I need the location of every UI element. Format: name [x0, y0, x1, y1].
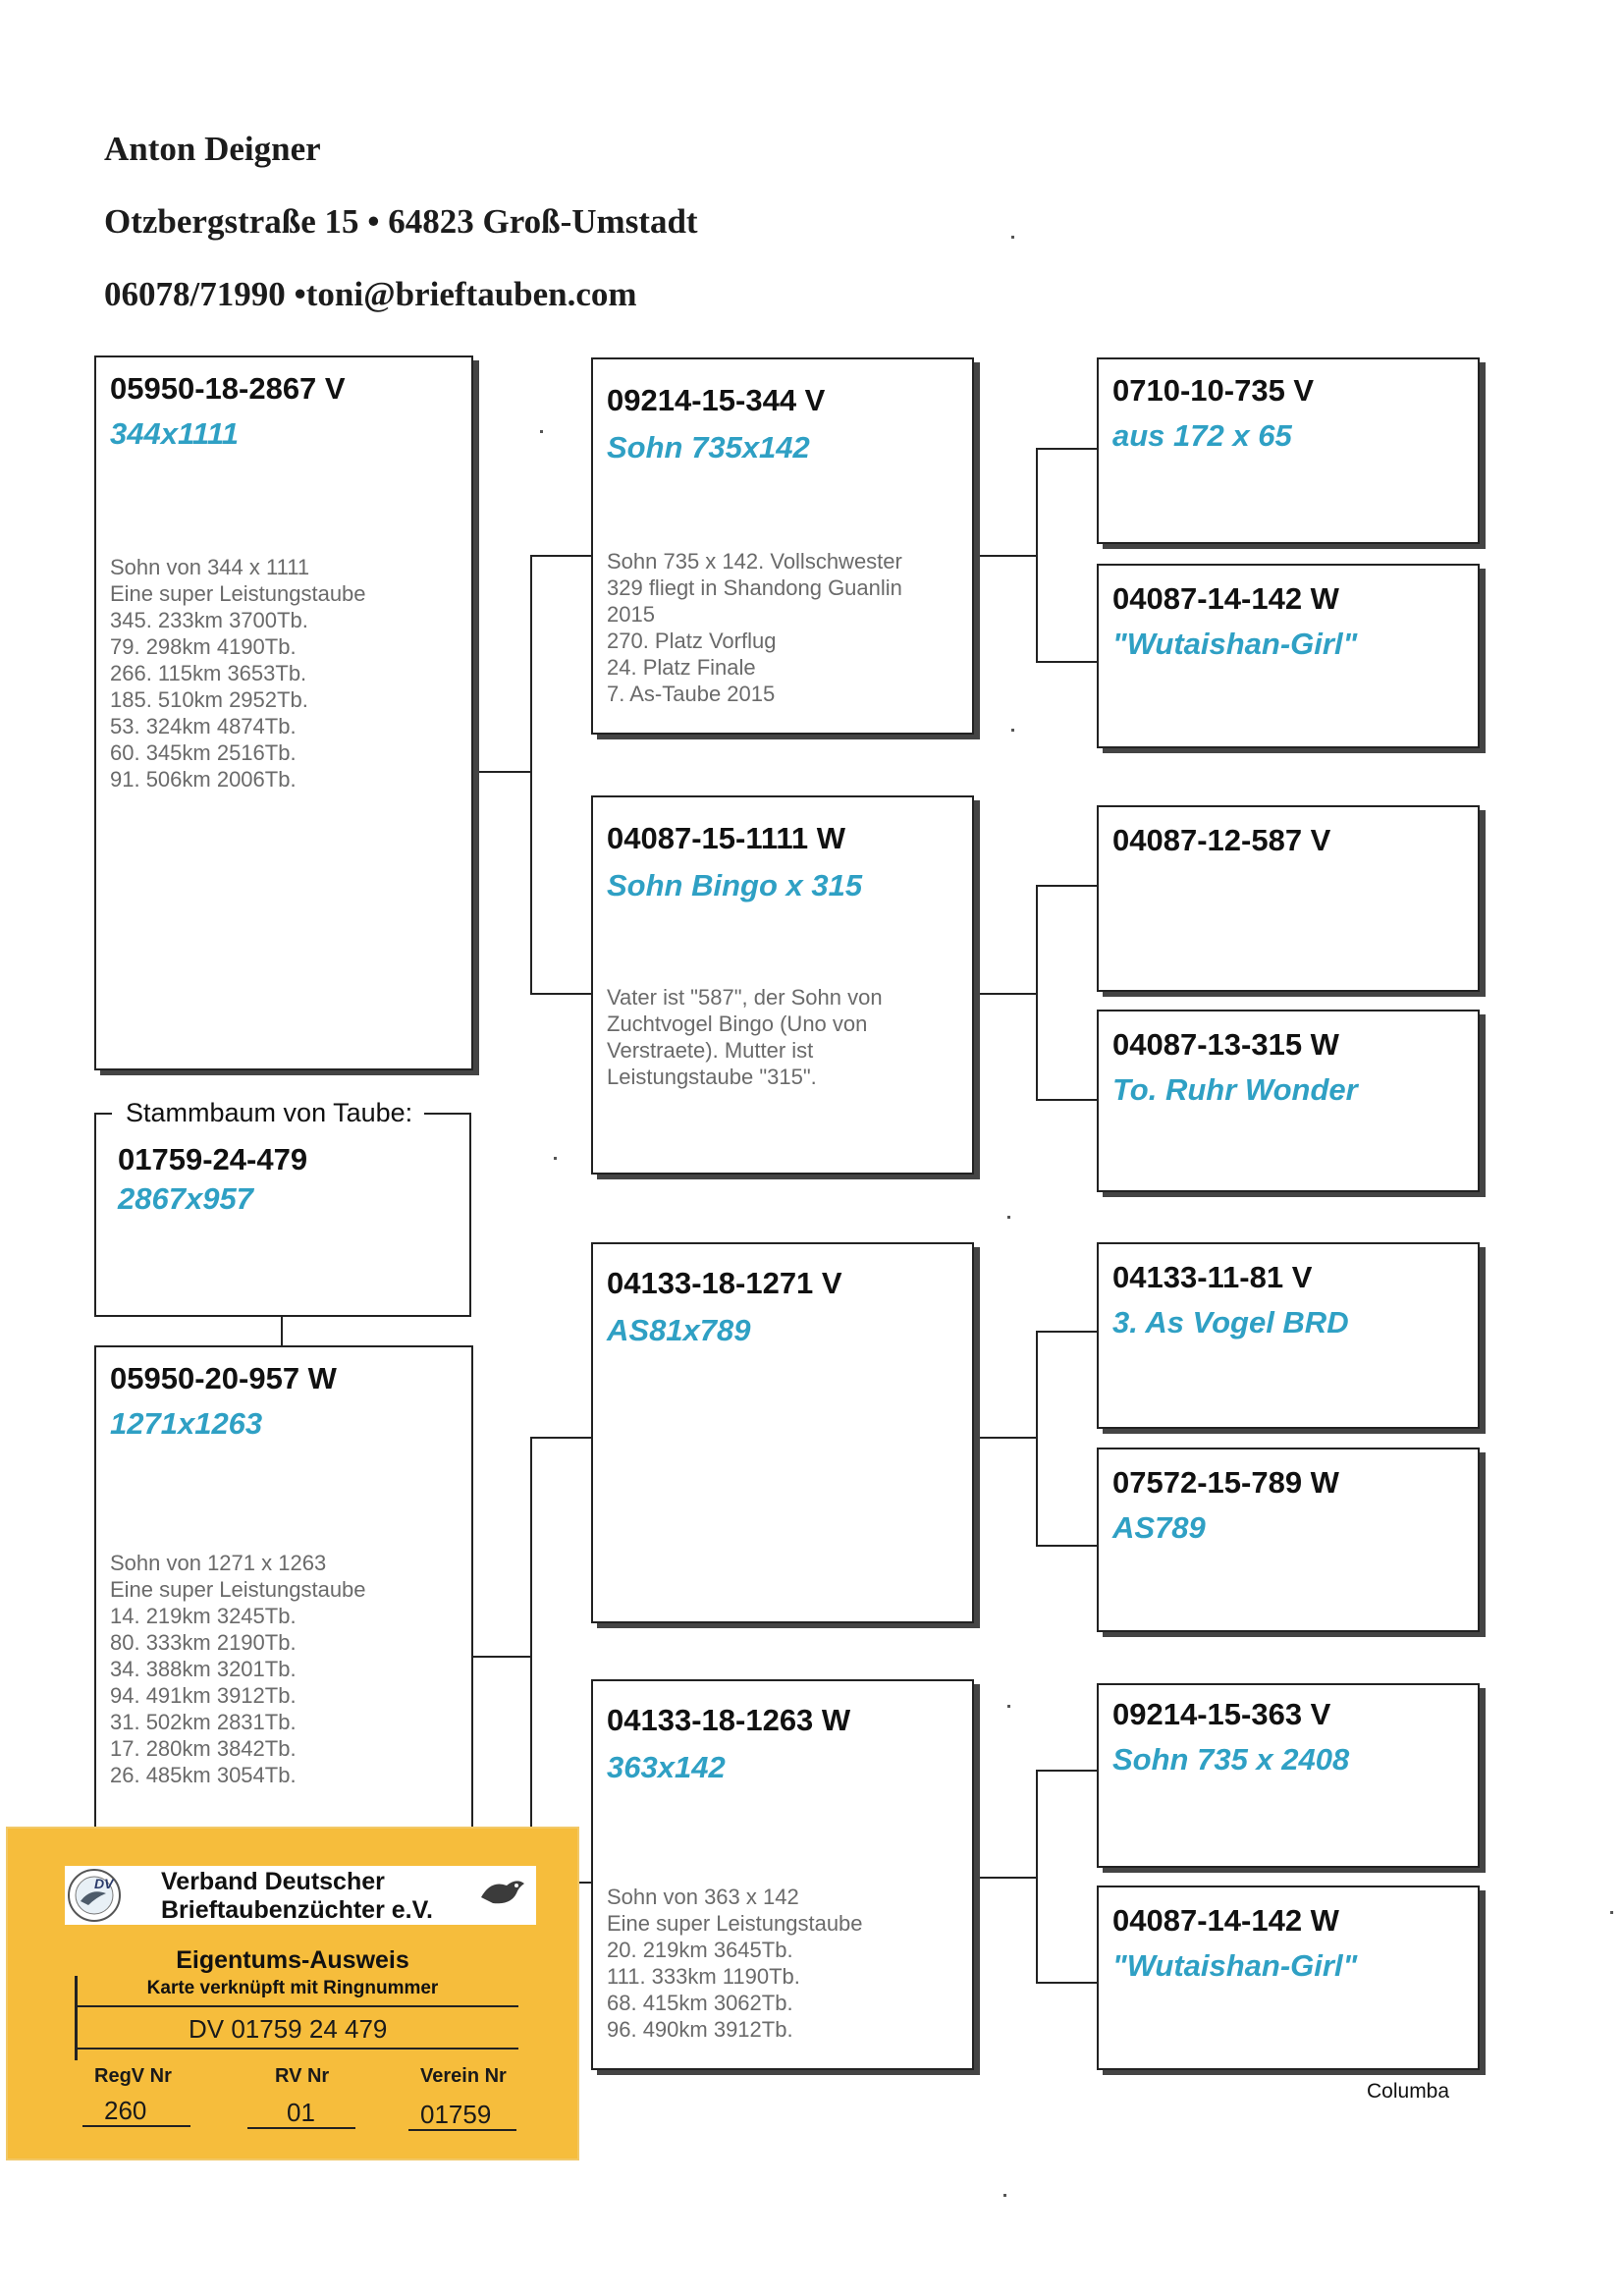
grandparent-ring: 09214-15-344 V: [607, 383, 826, 417]
connector-line: [473, 771, 532, 773]
great-grandparent-ring: 09214-15-363 V: [1112, 1697, 1331, 1731]
great-grandparent-parents: AS789: [1112, 1510, 1206, 1545]
grandparent-notes: Sohn 735 x 142. Vollschwester 329 fliegt in Shandong Guanlin 2015 270. Platz Vorflug 24. Platz Finale 7. As-Taube 2015: [607, 549, 902, 706]
card-regv-value: 260: [104, 2096, 147, 2125]
owner-contact: 06078/71990 •toni@brieftauben.com: [104, 275, 637, 313]
great-grandparent-parents: "Wutaishan-Girl": [1112, 1948, 1358, 1983]
mother-card: [94, 1345, 473, 1846]
card-ring-underline: [77, 2005, 518, 2007]
card-left-rule: [75, 1976, 78, 2060]
card-title: Eigentums-Ausweis: [176, 1946, 409, 1974]
subject-caption: Stammbaum von Taube:: [126, 1098, 413, 1127]
great-grandparent-card: [1097, 1886, 1480, 2070]
card-regv-label: RegV Nr: [94, 2065, 172, 2087]
scan-speck: [1011, 729, 1014, 732]
connector-line: [1036, 1099, 1097, 1101]
great-grandparent-card: [1097, 1242, 1480, 1429]
ownership-card: [8, 1829, 577, 2159]
connector-line: [281, 1316, 283, 1345]
great-grandparent-parents: 3. As Vogel BRD: [1112, 1305, 1349, 1339]
card-subtitle: Karte verknüpft mit Ringnummer: [146, 1978, 439, 1998]
card-value-underline: [408, 2129, 516, 2131]
subject-card: [94, 1098, 471, 1317]
grandparent-card: [591, 795, 974, 1175]
card-ring-underline: [77, 2048, 518, 2050]
father-notes: Sohn von 344 x 1111 Eine super Leistungstaube 345. 233km 3700Tb. 79. 298km 4190Tb. 266. 115km 3653Tb. 185. 510km 2952Tb. 53. 324km 4874Tb. 60. 345km 2516Tb. 91. 506km 2006Tb.: [110, 555, 366, 792]
father-ring: 05950-18-2867 V: [110, 371, 346, 406]
scan-speck: [1011, 236, 1014, 239]
great-grandparent-ring: 04087-13-315 W: [1112, 1027, 1339, 1062]
connector-line: [1036, 885, 1038, 1101]
connector-line: [530, 555, 532, 994]
owner-address: Otzbergstraße 15 • 64823 Groß-Umstadt: [104, 202, 698, 241]
great-grandparent-card: [1097, 805, 1480, 992]
great-grandparent-ring: 0710-10-735 V: [1112, 373, 1315, 408]
father-card: [94, 355, 473, 1070]
grandparent-ring: 04133-18-1263 W: [607, 1703, 851, 1737]
connector-line: [473, 1656, 532, 1658]
great-grandparent-parents: aus 172 x 65: [1112, 418, 1292, 453]
great-grandparent-ring: 07572-15-789 W: [1112, 1465, 1339, 1500]
scan-speck: [1003, 2194, 1006, 2197]
connector-line: [1036, 661, 1097, 663]
connector-line: [1036, 448, 1097, 450]
connector-line: [974, 555, 1037, 557]
grandparent-parents: AS81x789: [607, 1313, 751, 1347]
great-grandparent-parents: To. Ruhr Wonder: [1112, 1072, 1358, 1107]
connector-line: [530, 1437, 591, 1439]
scan-speck: [1007, 1705, 1010, 1708]
card-header-panel: [65, 1866, 536, 1925]
grandparent-notes: Vater ist "587", der Sohn von Zuchtvogel Bingo (Uno von Verstraete). Mutter ist Leistungstaube "315".: [607, 985, 883, 1089]
grandparent-notes: Sohn von 363 x 142 Eine super Leistungstaube 20. 219km 3645Tb. 111. 333km 1190Tb. 68. 415km 3062Tb. 96. 490km 3912Tb.: [607, 1885, 863, 2042]
connector-line: [1036, 1770, 1097, 1772]
grandparent-parents: Sohn 735x142: [607, 430, 810, 465]
subject-parents: 2867x957: [118, 1181, 253, 1216]
great-grandparent-card: [1097, 1010, 1480, 1192]
grandparent-ring: 04133-18-1271 V: [607, 1266, 842, 1300]
great-grandparent-card: [1097, 357, 1480, 544]
grandparent-card: [591, 1242, 974, 1623]
mother-notes: Sohn von 1271 x 1263 Eine super Leistungstaube 14. 219km 3245Tb. 80. 333km 2190Tb. 34. 388km 3201Tb. 94. 491km 3912Tb. 31. 502km 2831Tb. 17. 280km 3842Tb. 26. 485km 3054Tb.: [110, 1551, 366, 1787]
connector-line: [974, 1877, 1037, 1879]
grandparent-card: [591, 1679, 974, 2070]
pigeon-icon: [477, 1874, 528, 1913]
scan-speck: [1007, 1216, 1010, 1219]
card-rv-value: 01: [287, 2098, 315, 2127]
connector-line: [530, 993, 591, 995]
father-parents: 344x1111: [110, 416, 240, 451]
connector-line: [1036, 448, 1038, 663]
great-grandparent-ring: 04087-14-142 W: [1112, 581, 1339, 616]
connector-line: [1036, 1331, 1038, 1547]
connector-line: [1036, 1982, 1097, 1984]
card-value-underline: [82, 2125, 190, 2127]
mother-ring: 05950-20-957 W: [110, 1361, 337, 1395]
great-grandparent-card: [1097, 1448, 1480, 1632]
scan-speck: [554, 1157, 557, 1160]
grandparent-parents: 363x142: [607, 1750, 726, 1784]
great-grandparent-parents: Sohn 735 x 2408: [1112, 1742, 1350, 1777]
great-grandparent-card: [1097, 1683, 1480, 1868]
mother-parents: 1271x1263: [110, 1406, 263, 1441]
card-verein-label: Verein Nr: [420, 2065, 507, 2087]
great-grandparent-card: [1097, 564, 1480, 748]
connector-line: [530, 555, 591, 557]
card-verein-value: 01759: [420, 2100, 492, 2129]
card-ring-number: DV 01759 24 479: [189, 2014, 388, 2044]
scan-speck: [1610, 1911, 1613, 1914]
card-org-line2: Brieftaubenzüchter e.V.: [161, 1896, 433, 1924]
connector-line: [1036, 1331, 1097, 1333]
connector-line: [530, 1437, 532, 1884]
connector-line: [974, 993, 1037, 995]
owner-name: Anton Deigner: [104, 130, 321, 168]
connector-line: [1036, 1545, 1097, 1547]
great-grandparent-ring: 04087-12-587 V: [1112, 823, 1331, 857]
great-grandparent-parents: "Wutaishan-Girl": [1112, 627, 1358, 661]
great-grandparent-ring: 04087-14-142 W: [1112, 1903, 1339, 1938]
connector-line: [1036, 1770, 1038, 1984]
scan-speck: [540, 430, 543, 433]
subject-top-border: [424, 1113, 471, 1115]
card-org-line1: Verband Deutscher: [161, 1868, 385, 1895]
great-grandparent-ring: 04133-11-81 V: [1112, 1260, 1313, 1294]
card-value-underline: [247, 2127, 355, 2129]
connector-line: [974, 1437, 1037, 1439]
card-rv-label: RV Nr: [275, 2065, 330, 2087]
subject-top-border: [96, 1113, 112, 1115]
subject-ring: 01759-24-479: [118, 1142, 308, 1176]
grandparent-ring: 04087-15-1111 W: [607, 821, 846, 855]
software-label: Columba: [1367, 2080, 1450, 2103]
connector-line: [1036, 885, 1097, 887]
grandparent-parents: Sohn Bingo x 315: [607, 868, 863, 902]
association-logo-text: DV: [94, 1876, 114, 1891]
grandparent-card: [591, 357, 974, 735]
